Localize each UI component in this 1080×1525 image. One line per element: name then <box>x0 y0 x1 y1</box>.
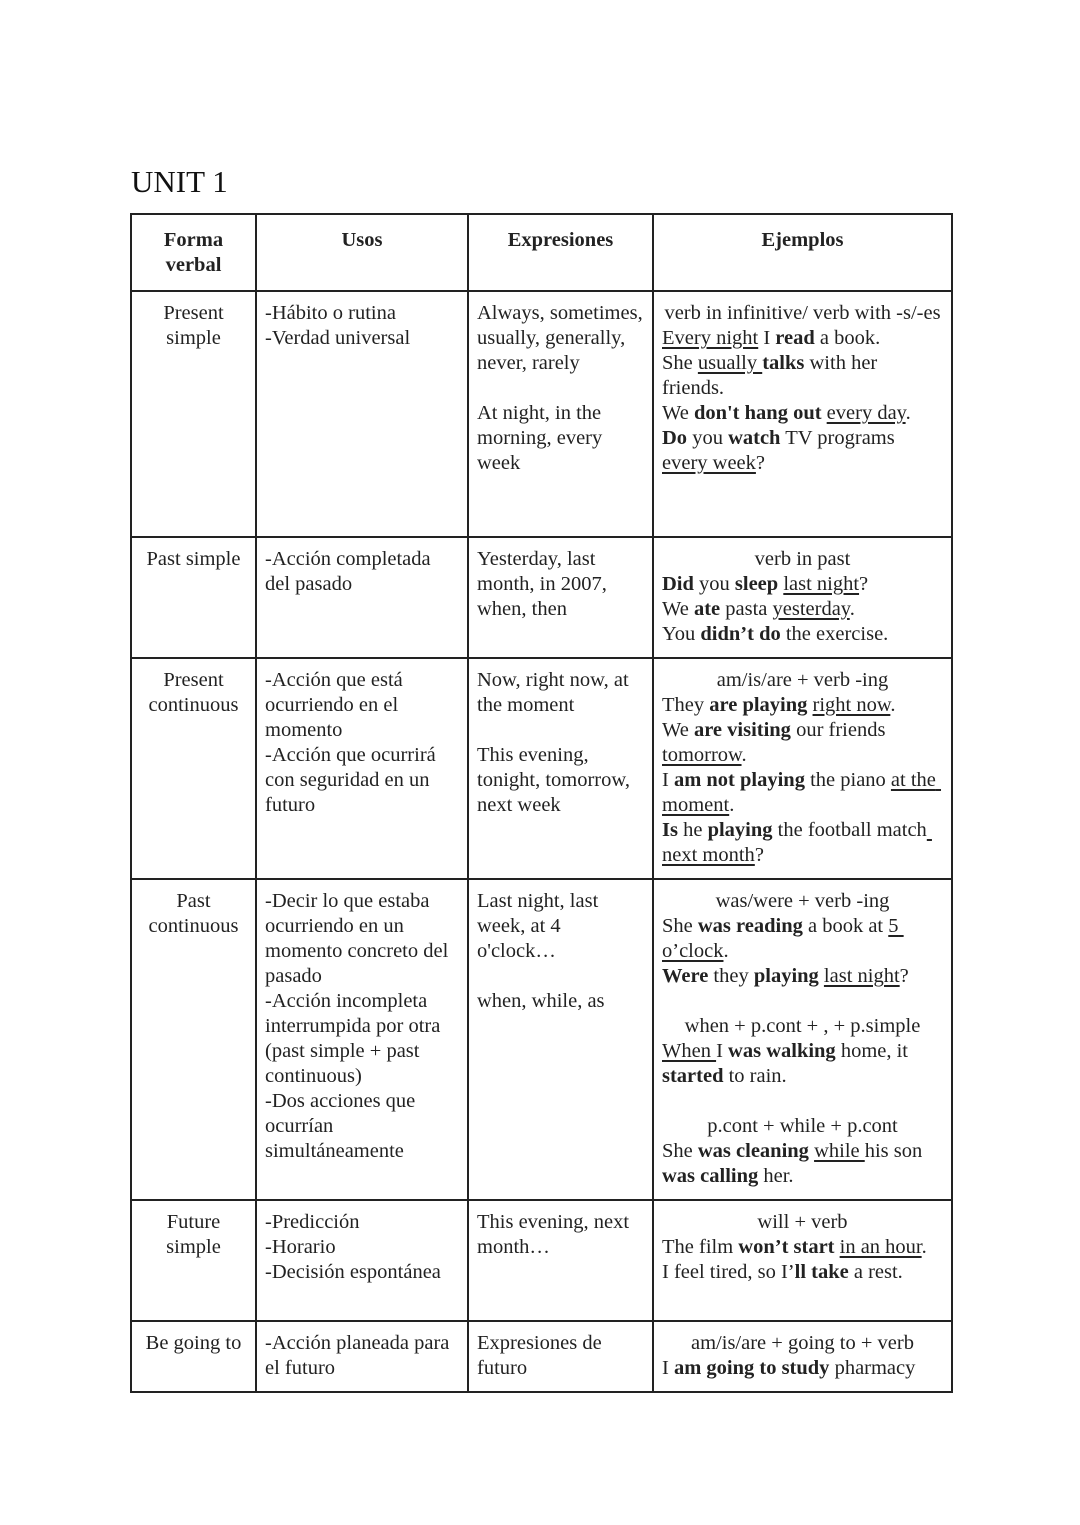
expresion-text: when, while, as <box>477 990 605 1012</box>
uso-item: -Decisión espontánea <box>265 1261 441 1283</box>
cell-usos <box>256 1321 468 1392</box>
header-usos: Usos <box>256 214 468 291</box>
text-segment: they <box>708 965 754 987</box>
uso-item: -Acción que está ocurriendo en el momento <box>265 669 408 741</box>
text-segment: You <box>662 623 701 645</box>
cell-forma-verbal: Present simple <box>131 291 256 537</box>
text-segment: . <box>729 794 735 816</box>
bold-verb: read <box>775 327 815 349</box>
text-segment: will + verb <box>757 1211 848 1233</box>
expresion-text: Now, right now, at the moment <box>477 669 634 716</box>
bold-verb: Do <box>662 427 688 449</box>
text-segment: . <box>921 1236 927 1258</box>
bold-verb: didn’t do <box>700 623 781 645</box>
text-segment: you <box>687 427 729 449</box>
underlined-time-expression <box>773 598 850 620</box>
text-segment: her. <box>758 1165 794 1187</box>
cell-expresiones <box>468 1200 653 1321</box>
table-body <box>131 291 952 1392</box>
uso-item: -Verdad universal <box>265 327 411 349</box>
text-segment: She <box>662 352 698 374</box>
cell-usos <box>256 1200 468 1321</box>
text-segment: verb in infinitive/ verb with -s/-es <box>664 302 941 324</box>
text-segment: The film <box>662 1236 739 1258</box>
cell-ejemplos <box>653 537 952 658</box>
cell-forma-verbal: Past simple <box>131 537 256 658</box>
text-segment: ? <box>754 844 764 866</box>
text-segment: p.cont + while + p.cont <box>707 1115 898 1137</box>
expresion-text: Expresiones de futuro <box>477 1332 607 1379</box>
text-segment: I <box>758 327 776 349</box>
bold-verb: playing <box>753 965 819 987</box>
cell-expresiones <box>468 1321 653 1392</box>
cell-usos <box>256 291 468 537</box>
cell-expresiones <box>468 537 653 658</box>
underlined-text: Every night <box>662 327 759 349</box>
bold-verb: ate <box>693 598 721 620</box>
page-title: UNIT 1 <box>131 164 228 199</box>
paragraph-gap <box>477 718 644 743</box>
text-segment: verb in past <box>754 548 851 570</box>
expresion-text: This evening, tonight, tomorrow, next week <box>477 744 636 816</box>
text-segment: home, it <box>835 1040 914 1062</box>
text-segment: We <box>662 719 694 741</box>
example-formula <box>662 1014 943 1039</box>
underlined-text: last night <box>823 965 900 987</box>
cell-ejemplos <box>653 658 952 879</box>
cell-forma-verbal: Be going to <box>131 1321 256 1392</box>
bold-verb: Did <box>662 573 694 595</box>
underlined-time-expression <box>662 452 756 474</box>
text-segment: to rain. <box>723 1065 787 1087</box>
expresion-text: Yesterday, last month, in 2007, when, then <box>477 548 612 620</box>
uso-item: -Predicción <box>265 1211 360 1233</box>
text-segment: I feel tired, so I’ <box>662 1261 795 1283</box>
example-sentence <box>662 1039 943 1089</box>
text-segment: when + p.cont + , + p.simple <box>684 1015 921 1037</box>
text-segment: We <box>662 402 694 424</box>
bold-verb: Were <box>662 965 709 987</box>
underlined-time-expression <box>783 573 859 595</box>
text-segment: you <box>693 573 735 595</box>
text-segment: . <box>849 598 855 620</box>
bold-verb: Is <box>662 819 678 841</box>
example-sentence <box>662 572 943 597</box>
bold-verb: started <box>662 1065 724 1087</box>
underlined-time-expression <box>662 1040 716 1062</box>
underlined-time-expression <box>698 352 762 374</box>
text-segment: the exercise. <box>780 623 889 645</box>
underlined-time-expression <box>813 694 891 716</box>
bold-verb: was cleaning <box>697 1140 809 1162</box>
example-sentence <box>662 1356 943 1381</box>
cell-forma-verbal: Future simple <box>131 1200 256 1321</box>
cell-ejemplos <box>653 879 952 1200</box>
uso-item: -Hábito o rutina <box>265 302 396 324</box>
bold-verb: was walking <box>728 1040 836 1062</box>
text-segment: with her friends. <box>662 352 883 399</box>
paragraph-gap <box>477 964 644 989</box>
text-segment: I <box>662 769 674 791</box>
cell-expresiones <box>468 658 653 879</box>
text-segment: pasta <box>720 598 773 620</box>
bold-verb: are visiting <box>693 719 791 741</box>
text-segment: ? <box>899 965 909 987</box>
text-segment: his son <box>864 1140 928 1162</box>
text-segment: a rest. <box>848 1261 903 1283</box>
table-header-row <box>131 214 952 291</box>
table-row <box>131 879 952 1200</box>
header-expresiones: Expresiones <box>468 214 653 291</box>
bold-verb: am not playing <box>673 769 805 791</box>
example-sentence <box>662 718 943 768</box>
bold-verb: ll take <box>794 1261 849 1283</box>
text-segment: I <box>716 1040 729 1062</box>
cell-ejemplos <box>653 1321 952 1392</box>
table-row <box>131 1200 952 1321</box>
underlined-time-expression <box>814 1140 865 1162</box>
underlined-text: tomorrow <box>662 744 742 766</box>
bold-verb: are playing <box>709 694 808 716</box>
uso-item: -Acción incompleta interrumpida por otra (past simple + past continuous) <box>265 990 446 1087</box>
uso-item: -Decir lo que estaba ocurriendo en un momento concreto del pasado <box>265 890 454 987</box>
uso-item: -Acción planeada para el futuro <box>265 1332 455 1379</box>
text-segment: am/is/are + going to + verb <box>691 1332 914 1354</box>
example-sentence <box>662 964 943 989</box>
table-row <box>131 291 952 537</box>
uso-item: -Acción completada del pasado <box>265 548 436 595</box>
expresion-text: This evening, next month… <box>477 1211 635 1258</box>
underlined-text: at the moment <box>662 769 942 816</box>
cell-usos <box>256 879 468 1200</box>
example-sentence <box>662 818 943 868</box>
text-segment: She <box>662 1140 698 1162</box>
text-segment: a book. <box>814 327 881 349</box>
cell-usos <box>256 537 468 658</box>
example-sentence <box>662 351 943 401</box>
text-segment: . <box>890 694 896 716</box>
underlined-time-expression <box>824 965 900 987</box>
example-sentence <box>662 597 943 622</box>
underlined-text: 5 o’clock <box>662 915 904 962</box>
underlined-text: in an hour <box>839 1236 922 1258</box>
example-sentence <box>662 1235 943 1260</box>
underlined-text: usually <box>697 352 763 374</box>
underlined-text: while <box>814 1140 865 1162</box>
text-segment: TV programs <box>780 427 900 449</box>
text-segment: the piano <box>804 769 891 791</box>
cell-usos <box>256 658 468 879</box>
uso-item: -Horario <box>265 1236 336 1258</box>
text-segment: am/is/are + verb -ing <box>716 669 889 691</box>
text-segment: our friends <box>790 719 891 741</box>
verb-tenses-table <box>130 213 953 1393</box>
table-row <box>131 1321 952 1392</box>
example-formula <box>662 889 943 914</box>
cell-expresiones <box>468 291 653 537</box>
example-sentence <box>662 914 943 964</box>
bold-verb: was calling <box>662 1165 759 1187</box>
example-sentence <box>662 1260 943 1285</box>
underlined-time-expression <box>662 744 742 766</box>
underlined-text: every week <box>662 452 756 474</box>
uso-item: -Dos acciones que ocurrían simultáneamente <box>265 1090 421 1162</box>
cell-ejemplos <box>653 291 952 537</box>
paragraph-gap <box>662 989 943 1014</box>
paragraph-gap <box>477 376 644 401</box>
expresion-text: Last night, last week, at 4 o'clock… <box>477 890 604 962</box>
example-formula <box>662 1331 943 1356</box>
text-segment: the football match <box>772 819 927 841</box>
text-segment: was/were + verb -ing <box>715 890 890 912</box>
bold-verb: was reading <box>697 915 803 937</box>
bold-verb: talks <box>762 352 805 374</box>
example-sentence <box>662 1139 943 1189</box>
table-row <box>131 658 952 879</box>
underlined-text: right now <box>812 694 891 716</box>
example-sentence <box>662 693 943 718</box>
example-formula <box>662 1114 943 1139</box>
text-segment: . <box>723 940 729 962</box>
expresion-text: Always, sometimes, usually, generally, never, rarely <box>477 302 648 374</box>
underlined-text: yesterday <box>772 598 850 620</box>
text-segment: pharmacy <box>829 1357 916 1379</box>
example-sentence <box>662 622 943 647</box>
example-sentence <box>662 401 943 426</box>
paragraph-gap <box>662 1089 943 1114</box>
example-formula <box>662 301 943 326</box>
bold-verb: playing <box>707 819 773 841</box>
bold-verb: sleep <box>734 573 779 595</box>
text-segment: he <box>677 819 708 841</box>
example-sentence <box>662 426 943 476</box>
bold-verb: don't hang out <box>693 402 822 424</box>
text-segment: . <box>905 402 911 424</box>
bold-verb: won’t start <box>738 1236 835 1258</box>
example-sentence <box>662 768 943 818</box>
text-segment: We <box>662 598 694 620</box>
cell-forma-verbal: Present continuous <box>131 658 256 879</box>
uso-item: -Acción que ocurrirá con seguridad en un futuro <box>265 744 441 816</box>
underlined-text: When <box>662 1040 717 1062</box>
cell-expresiones <box>468 879 653 1200</box>
bold-verb: am going to study <box>673 1357 830 1379</box>
cell-ejemplos <box>653 1200 952 1321</box>
example-sentence <box>662 326 943 351</box>
expresion-text: At night, in the morning, every week <box>477 402 608 474</box>
underlined-text: last night <box>783 573 860 595</box>
underlined-time-expression <box>840 1236 922 1258</box>
cell-forma-verbal: Past continuous <box>131 879 256 1200</box>
table-row <box>131 537 952 658</box>
text-segment: I <box>662 1357 674 1379</box>
text-segment: They <box>662 694 710 716</box>
underlined-time-expression <box>662 327 758 349</box>
underlined-time-expression <box>827 402 906 424</box>
text-segment: ? <box>755 452 766 474</box>
text-segment: She <box>662 915 698 937</box>
bold-verb: watch <box>728 427 781 449</box>
header-forma-verbal: Forma verbal <box>131 214 256 291</box>
example-formula <box>662 668 943 693</box>
text-segment: ? <box>859 573 869 595</box>
text-segment: a book at <box>802 915 889 937</box>
underlined-text: every day <box>826 402 906 424</box>
header-ejemplos: Ejemplos <box>653 214 952 291</box>
example-formula <box>662 1210 943 1235</box>
example-formula <box>662 547 943 572</box>
text-segment: . <box>741 744 747 766</box>
underlined-text: next month <box>662 819 932 866</box>
